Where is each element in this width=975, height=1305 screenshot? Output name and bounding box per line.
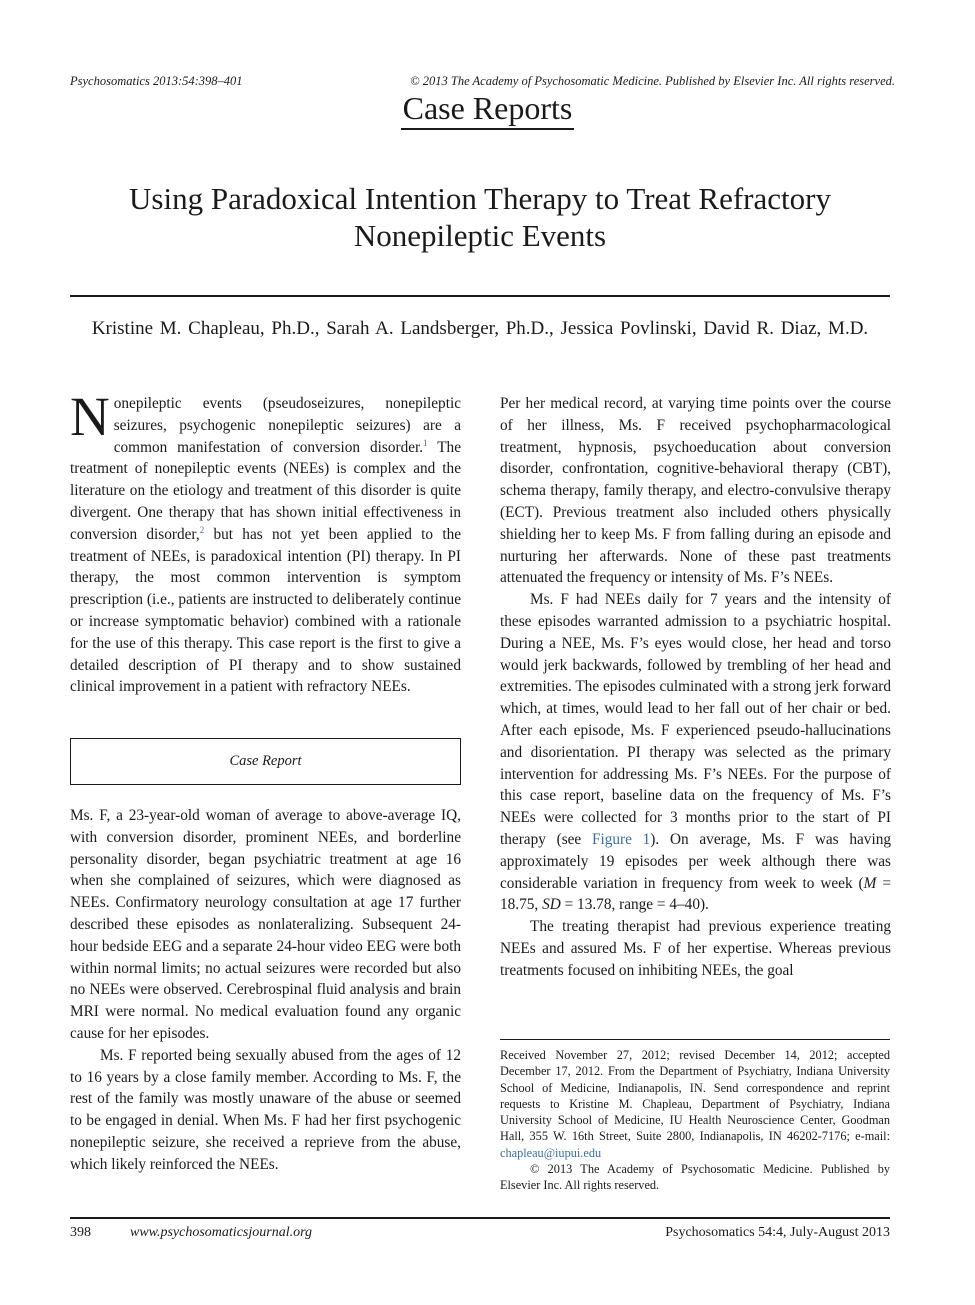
intro-column — [70, 386, 462, 698]
article-title-line-2: Nonepileptic Events — [353, 218, 607, 253]
stat-mean-symbol: M — [863, 874, 877, 892]
intro-text-c: but has not yet been applied to the treatment of NEEs, is paradoxical intention (PI) therapy. In PI therapy, the most common intervention is symptom prescription (i.e., patients are instructed to deliberately continue or increase symptomatic behavior) combined with a rationale for the use of this therapy. This case report is the first to give a detailed description of PI therapy and to show sustained clinical improvement in a patient with refractory NEEs. — [70, 525, 462, 696]
journal-url[interactable]: www.psychosomaticsjournal.org — [130, 1225, 313, 1240]
footnote-correspondence — [500, 1047, 890, 1161]
section-heading — [0, 90, 975, 127]
copyright-notice: © 2013 The Academy of Psychosomatic Medicine. Published by Elsevier Inc. All rights reserved. — [410, 74, 895, 88]
article-title — [70, 180, 890, 254]
article-footnote — [500, 1047, 890, 1194]
footnote-copyright: © 2013 The Academy of Psychosomatic Medicine. Published by Elsevier Inc. All rights reserved. — [500, 1162, 890, 1193]
drop-cap: N — [70, 386, 110, 447]
footnote-divider — [500, 1039, 890, 1040]
journal-citation: Psychosomatics 2013:54:398–401 — [70, 74, 243, 88]
case-report-heading: Case Report — [229, 753, 302, 769]
section-heading-text: Case Reports — [401, 90, 575, 130]
case-report-heading-box — [70, 738, 461, 785]
intro-text-a: onepileptic events (pseudoseizures, nonepileptic seizures, psychogenic nonepileptic seizures) are a common manifestation of conversion disorder. — [113, 395, 461, 456]
reference-link-2[interactable]: 2 — [199, 524, 205, 535]
article-title-line-1: Using Paradoxical Intention Therapy to Treat Refractory — [129, 181, 831, 216]
history-paragraph: Per her medical record, at varying time points over the course of her illness, Ms. F received psychopharmacological treatment, hypnosis, psychoeducation about conversion disorder, confrontation, cognitive-behavioral therapy (CBT), schema therapy, family therapy, and electro-convulsive therapy (ECT). Previous treatment also included others physically shielding her to keep Ms. F from falling during an episode and nurturing her afterwards. None of these past treatments attenuated the frequency or intensity of Ms. F’s NEEs. — [500, 395, 891, 587]
intro-paragraph — [70, 386, 462, 698]
figure-1-link[interactable]: Figure 1 — [591, 830, 651, 848]
email-link[interactable]: chapleau@iupui.edu — [500, 1145, 602, 1160]
symptoms-paragraph — [500, 589, 891, 916]
symptoms-text-a: Ms. F had NEEs daily for 7 years and the intensity of these episodes warranted admission to a psychiatric hospital. During a NEE, Ms. F’s eyes would close, her head and torso would jerk backwards, followed by trembling of her head and extremities. The episodes culminated with a strong jerk forward which, at times, would lead to her fall out of her chair or bed. After each episode, Ms. F experienced pseudo-hallucinations and disorientation. PI therapy was selected as the primary intervention for addressing Ms. F’s NEEs. For the purpose of this case report, baseline data on the frequency of Ms. F’s NEEs were collected for 3 months prior to the start of PI therapy (see — [500, 591, 891, 848]
stat-sd-value: = 13.78, range = 4–40). — [560, 896, 709, 914]
case-report-paragraph-2: Ms. F reported being sexually abused from the ages of 12 to 16 years by a close family member. According to Ms. F, the rest of the family was mostly unaware of the abuse or seemed to be engaged in denial. When Ms. F had her first psychogenic nonepileptic seizure, she received a reprieve from the abuse, which likely reinforced the NEEs. — [70, 1046, 461, 1173]
footnote-text: Received November 27, 2012; revised December 14, 2012; accepted December 17, 2012. From the Department of Psychiatry, Indiana University School of Medicine, Indianapolis, IN. Send correspondence and reprint requests to Kristine M. Chapleau, Department of Psychiatry, Indiana University School of Medicine, IU Health Neuroscience Center, Goodman Hall, 355 W. 16th Street, Suite 2800, Indianapolis, IN 46202-7176; e-mail: — [500, 1048, 890, 1144]
page-number: 398 — [70, 1225, 91, 1240]
footer-divider — [70, 1217, 890, 1219]
intro-text-b: The treatment of nonepileptic events (NEEs) is complex and the literature on the etiology and treatment of this disorder is quite divergent. One therapy that has shown initial effectiveness in conversion disorder, — [70, 438, 461, 543]
reference-link-1[interactable]: 1 — [423, 437, 428, 448]
author-list: Kristine M. Chapleau, Ph.D., Sarah A. Landsberger, Ph.D., Jessica Povlinski, David R. Diaz, M.D. — [91, 318, 869, 339]
case-report-paragraph-1: Ms. F, a 23-year-old woman of average to above-average IQ, with conversion disorder, prominent NEEs, and borderline personality disorder, began psychiatric treatment at age 16 when she complained of seizures, which were diagnosed as NEEs. Confirmatory neurology consultation at age 17 further described these episodes as nonlateralizing. Subsequent 24-hour bedside EEG and a separate 24-hour video EEG were both within normal limits; no actual seizures were recorded but also no NEEs were observed. Cerebrospinal fluid analysis and brain MRI were normal. No medical evaluation found any organic cause for her episodes. — [70, 807, 461, 1042]
therapist-paragraph: The treating therapist had previous experience treating NEEs and assured Ms. F of her expertise. Whereas previous treatments focused on inhibiting NEEs, the goal — [500, 918, 891, 979]
stat-mean-value: = 18.75, — [500, 874, 891, 914]
title-divider — [70, 295, 890, 297]
journal-issue: Psychosomatics 54:4, July-August 2013 — [665, 1225, 890, 1240]
right-column — [500, 393, 891, 982]
case-report-column — [70, 805, 461, 1176]
symptoms-text-b: ). On average, Ms. F was having approximately 19 episodes per week although there was considerable variation in frequency from week to week ( — [500, 830, 891, 892]
stat-sd-symbol: SD — [542, 896, 561, 914]
